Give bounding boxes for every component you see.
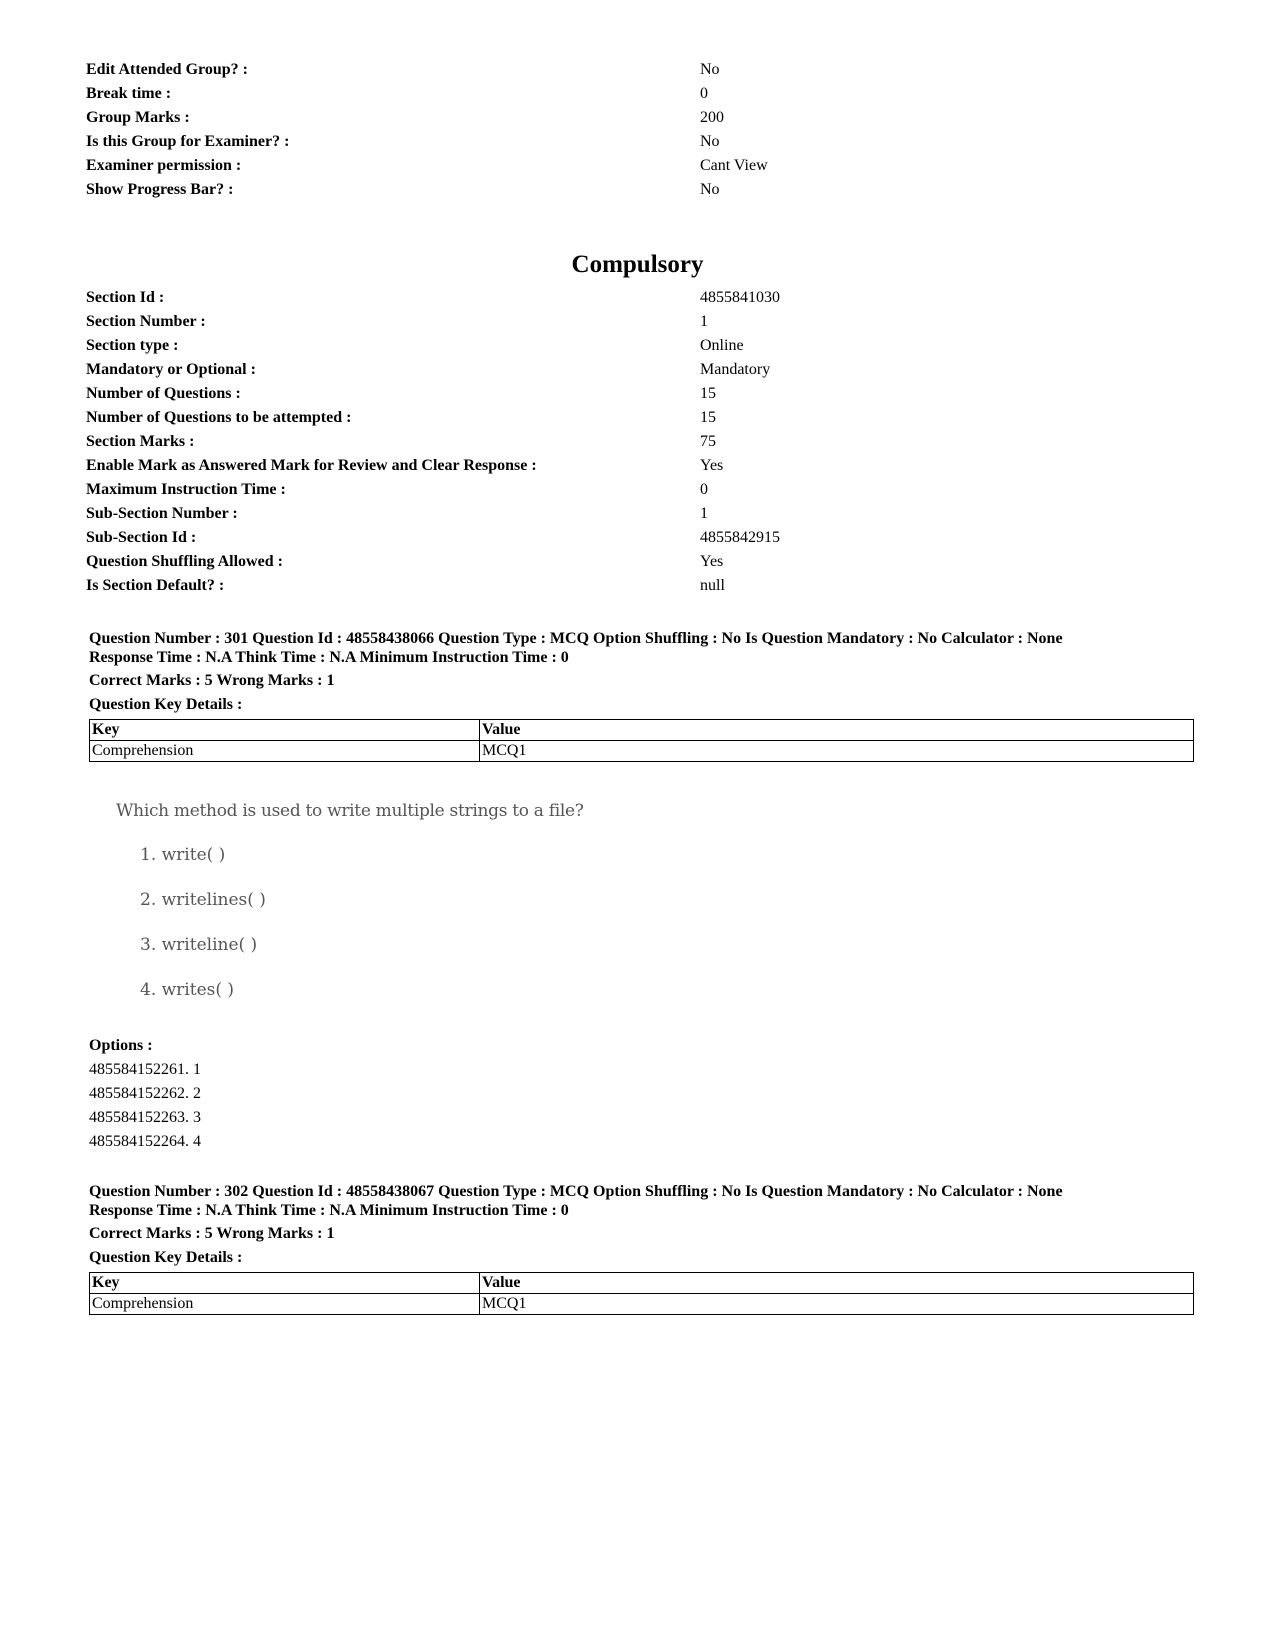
table-header-row <box>90 1273 1194 1294</box>
section-info-row <box>86 454 1186 478</box>
field-value: No <box>700 133 720 150</box>
field-value: 200 <box>700 109 724 126</box>
field-value: Online <box>700 337 744 354</box>
section-info-row <box>86 334 1186 358</box>
question-key-details-label: Question Key Details : <box>89 696 243 713</box>
field-label: Maximum Instruction Time : <box>86 481 286 498</box>
section-info-row <box>86 550 1186 574</box>
field-label: Show Progress Bar? : <box>86 181 234 198</box>
section-info-row <box>86 382 1186 406</box>
field-value: null <box>700 577 725 594</box>
options-label: Options : <box>89 1037 153 1054</box>
field-label: Edit Attended Group? : <box>86 61 248 78</box>
option-item: 485584152263. 3 <box>89 1109 201 1126</box>
choice-item: 1. write( ) <box>140 845 226 865</box>
field-value: 1 <box>700 313 708 330</box>
choice-item: 4. writes( ) <box>140 980 235 1000</box>
question-header: Question Number : 302 Question Id : 48558438067 Question Type : MCQ Option Shuffling : No Is Question Mandatory : No Calculator : None <box>89 1183 1063 1200</box>
question-timing: Response Time : N.A Think Time : N.A Minimum Instruction Time : 0 <box>89 649 569 666</box>
field-value: Cant View <box>700 157 768 174</box>
group-info-row <box>86 58 1186 82</box>
table-cell-value: MCQ1 <box>480 1294 1194 1315</box>
group-info-row <box>86 82 1186 106</box>
question-key-table <box>89 1272 1194 1315</box>
group-info-row <box>86 106 1186 130</box>
field-label: Is this Group for Examiner? : <box>86 133 290 150</box>
field-label: Is Section Default? : <box>86 577 225 594</box>
table-cell-value: MCQ1 <box>480 741 1194 762</box>
field-label: Section Marks : <box>86 433 195 450</box>
field-value: 0 <box>700 481 708 498</box>
question-key-table <box>89 719 1194 762</box>
table-row <box>90 1294 1194 1315</box>
table-header-value: Value <box>480 1273 1194 1294</box>
field-value: No <box>700 61 720 78</box>
field-value: 4855842915 <box>700 529 780 546</box>
table-header-key: Key <box>90 1273 480 1294</box>
field-label: Enable Mark as Answered Mark for Review and Clear Response : <box>86 457 537 474</box>
field-label: Mandatory or Optional : <box>86 361 256 378</box>
question-marks: Correct Marks : 5 Wrong Marks : 1 <box>89 1225 335 1242</box>
question-timing: Response Time : N.A Think Time : N.A Minimum Instruction Time : 0 <box>89 1202 569 1219</box>
field-value: 15 <box>700 385 716 402</box>
field-label: Sub-Section Id : <box>86 529 197 546</box>
table-header-row <box>90 720 1194 741</box>
option-item: 485584152261. 1 <box>89 1061 201 1078</box>
section-info-row <box>86 358 1186 382</box>
choice-item: 2. writelines( ) <box>140 890 266 910</box>
section-title: Compulsory <box>571 251 704 278</box>
group-info-row <box>86 178 1186 202</box>
field-label: Examiner permission : <box>86 157 242 174</box>
field-value: No <box>700 181 720 198</box>
options-list <box>89 1034 201 1154</box>
table-header-value: Value <box>480 720 1194 741</box>
section-info <box>86 286 1186 598</box>
field-label: Group Marks : <box>86 109 190 126</box>
field-label: Break time : <box>86 85 172 102</box>
question-header: Question Number : 301 Question Id : 48558438066 Question Type : MCQ Option Shuffling : No Is Question Mandatory : No Calculator : None <box>89 630 1063 647</box>
group-info-row <box>86 130 1186 154</box>
field-value: 1 <box>700 505 708 522</box>
question-marks: Correct Marks : 5 Wrong Marks : 1 <box>89 672 335 689</box>
section-info-row <box>86 502 1186 526</box>
question-block-301 <box>89 629 1189 762</box>
section-info-row <box>86 478 1186 502</box>
field-value: 15 <box>700 409 716 426</box>
question-image <box>116 797 596 1007</box>
field-value: 4855841030 <box>700 289 780 306</box>
section-info-row <box>86 574 1186 598</box>
option-item: 485584152264. 4 <box>89 1133 201 1150</box>
question-block-302 <box>89 1182 1189 1315</box>
field-value: 75 <box>700 433 716 450</box>
field-label: Sub-Section Number : <box>86 505 238 522</box>
question-key-details-label: Question Key Details : <box>89 1249 243 1266</box>
field-label: Question Shuffling Allowed : <box>86 553 283 570</box>
section-info-row <box>86 526 1186 550</box>
section-info-row <box>86 406 1186 430</box>
field-label: Number of Questions : <box>86 385 241 402</box>
field-value: Mandatory <box>700 361 771 378</box>
field-value: Yes <box>700 457 724 474</box>
table-header-key: Key <box>90 720 480 741</box>
table-cell-key: Comprehension <box>90 1294 480 1315</box>
choice-item: 3. writeline( ) <box>140 935 258 955</box>
section-info-row <box>86 310 1186 334</box>
option-item: 485584152262. 2 <box>89 1085 201 1102</box>
table-row <box>90 741 1194 762</box>
field-value: 0 <box>700 85 708 102</box>
section-info-row <box>86 286 1186 310</box>
table-cell-key: Comprehension <box>90 741 480 762</box>
field-label: Number of Questions to be attempted : <box>86 409 352 426</box>
group-info <box>86 58 1186 202</box>
field-label: Section Number : <box>86 313 206 330</box>
field-value: Yes <box>700 553 724 570</box>
field-label: Section type : <box>86 337 179 354</box>
section-info-row <box>86 430 1186 454</box>
group-info-row <box>86 154 1186 178</box>
field-label: Section Id : <box>86 289 165 306</box>
question-text: Which method is used to write multiple strings to a file? <box>116 801 584 821</box>
